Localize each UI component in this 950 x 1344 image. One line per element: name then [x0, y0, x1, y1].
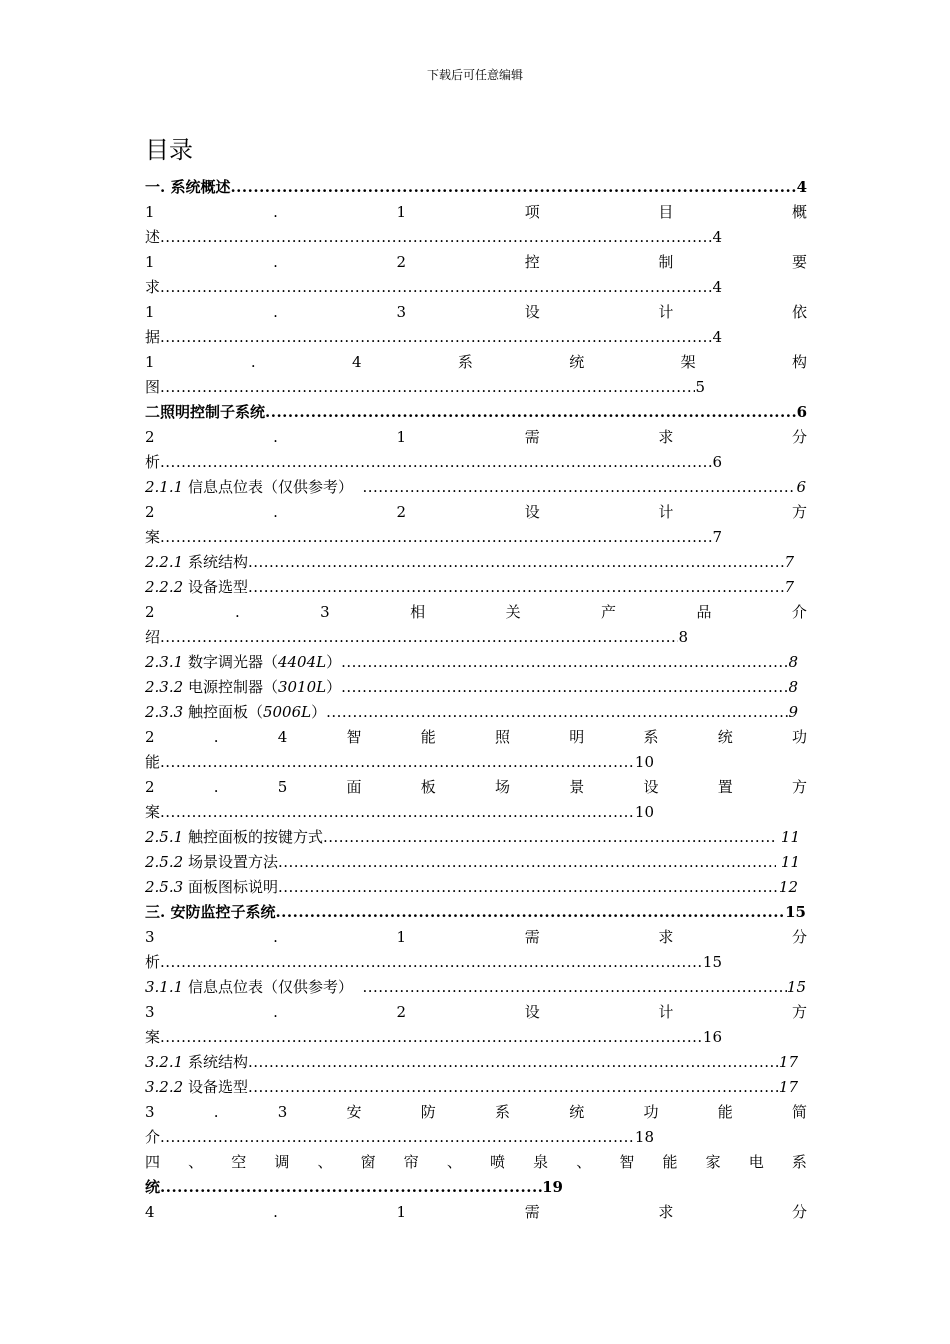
- page-header: 下载后可任意编辑: [426, 68, 523, 82]
- toc-heading-char: 1: [145, 353, 155, 371]
- toc-entry-label: 据: [145, 328, 161, 346]
- toc-entry-number: 2.5.1: [145, 828, 184, 846]
- toc-dot-leader: [326, 700, 788, 725]
- toc-entry-label: 绍: [145, 628, 161, 646]
- toc-dot-leader: [248, 1075, 779, 1100]
- toc-heading-char: 4: [145, 1203, 155, 1221]
- toc-entry[interactable]: [145, 375, 705, 400]
- toc-entry-model: 3010L: [277, 678, 327, 696]
- toc-entry-text: 面板图标说明: [183, 878, 278, 896]
- toc-heading-char: 分: [791, 1203, 807, 1221]
- toc-dot-leader: [160, 225, 712, 250]
- toc-heading-char: 1: [396, 428, 407, 446]
- toc-heading-char: 窗: [360, 1153, 376, 1171]
- toc-heading-char: 2: [145, 603, 155, 621]
- toc-entry-text: 数字调光器（: [183, 653, 278, 671]
- toc-entry-number: 2.1.1: [145, 478, 184, 496]
- toc-heading-char: 依: [791, 303, 807, 321]
- toc-entry-label: 述: [145, 228, 161, 246]
- toc-heading-char: 智: [346, 728, 362, 746]
- toc-entry-number: 2.2.1: [145, 553, 184, 571]
- toc-heading-char: .: [273, 428, 278, 446]
- toc-heading-char: .: [273, 928, 278, 946]
- toc-page-number: 8: [788, 653, 798, 671]
- toc-entry-label: [145, 700, 326, 725]
- toc-entry-text: 信息点位表（仅供参考）: [183, 978, 363, 996]
- toc-dot-leader: [160, 800, 635, 825]
- toc-heading-char: 四: [145, 1153, 161, 1171]
- toc-entry[interactable]: [145, 1025, 722, 1050]
- toc-entry-label: [145, 675, 341, 700]
- toc-entry[interactable]: [145, 525, 722, 550]
- toc-dot-leader: [160, 1175, 542, 1200]
- toc-heading-char: 、: [317, 1153, 333, 1171]
- toc-entry-number: 2.3.3: [145, 703, 184, 721]
- toc-page-number: 16: [702, 1028, 722, 1046]
- toc-heading-char: 场: [495, 778, 511, 796]
- toc-heading-char: 分: [791, 428, 807, 446]
- toc-entry-text: 触控面板的按键方式: [183, 828, 323, 846]
- toc-heading-char: .: [250, 353, 256, 371]
- toc-heading-char: .: [273, 303, 278, 321]
- toc-entry[interactable]: [145, 850, 800, 875]
- toc-dot-leader: [248, 550, 785, 575]
- toc-entry[interactable]: [145, 875, 798, 900]
- toc-heading-char: 设: [524, 1003, 540, 1021]
- toc-heading-char: 需: [524, 1203, 540, 1221]
- toc-heading-char: 统: [717, 728, 733, 746]
- toc-page-number: 4: [712, 328, 722, 346]
- toc-heading-char: 能: [717, 1103, 733, 1121]
- toc-page-number: 17: [778, 1053, 798, 1071]
- toc-entry[interactable]: [145, 700, 798, 725]
- toc-heading-char: 1: [396, 928, 407, 946]
- toc-heading-char: 面: [346, 778, 362, 796]
- toc-heading-char: .: [213, 728, 219, 746]
- toc-entry[interactable]: [145, 825, 800, 850]
- toc-heading-char: 关: [505, 603, 521, 621]
- toc-heading-char: 3: [145, 928, 155, 946]
- toc-heading-char: 相: [410, 603, 426, 621]
- toc-heading-spread: [145, 200, 807, 225]
- toc-entry[interactable]: [145, 1125, 654, 1150]
- toc-entry[interactable]: [145, 275, 722, 300]
- toc-heading-char: 、: [188, 1153, 204, 1171]
- toc-heading-char: 调: [274, 1153, 290, 1171]
- toc-dot-leader: [160, 625, 678, 650]
- toc-entry[interactable]: [145, 1050, 798, 1075]
- toc-entry-text: 场景设置方法: [183, 853, 278, 871]
- toc-heading-char: 板: [420, 778, 436, 796]
- toc-page-number: 11: [776, 828, 800, 846]
- toc-page-number: 15: [785, 903, 806, 921]
- toc-heading-spread: [145, 250, 807, 275]
- toc-page-number: 7: [712, 528, 722, 546]
- toc-entry-label: [145, 975, 362, 1000]
- toc-page-number: 8: [788, 678, 798, 696]
- toc-entry-text: 电源控制器（: [183, 678, 278, 696]
- toc-heading-char: 3: [320, 603, 330, 621]
- toc-heading-char: 3: [396, 303, 407, 321]
- toc-heading-char: 系: [643, 728, 659, 746]
- toc-entry-number: 3.2.1: [145, 1053, 184, 1071]
- toc-heading-char: 防: [420, 1103, 436, 1121]
- toc-dot-leader: [278, 850, 776, 875]
- toc-heading-char: 2: [145, 728, 155, 746]
- toc-entry-number: 2.2.2: [145, 578, 184, 596]
- toc-entry[interactable]: [145, 325, 722, 350]
- toc-entry[interactable]: [145, 400, 807, 425]
- toc-entry-number: 3.1.1: [145, 978, 184, 996]
- toc-page-number: 8: [678, 628, 688, 646]
- toc-entry-number: 2.3.2: [145, 678, 184, 696]
- toc-entry-text: 设备选型: [183, 1078, 248, 1096]
- toc-entry-label: [145, 825, 323, 850]
- toc-entry-text: 触控面板（: [183, 703, 263, 721]
- toc-entry-text-suffix: ）: [311, 703, 327, 721]
- toc-entry-text: 信息点位表（仅供参考）: [183, 478, 363, 496]
- toc-dot-leader: [230, 175, 796, 200]
- toc-entry-label: [145, 650, 341, 675]
- toc-heading-char: .: [273, 253, 278, 271]
- toc-dot-leader: [160, 1125, 635, 1150]
- toc-page-number: 12: [778, 878, 798, 896]
- toc-heading-spread: [145, 725, 807, 750]
- toc-dot-leader: [362, 475, 796, 500]
- toc-entry-number: 3.2.2: [145, 1078, 184, 1096]
- toc-heading-char: 设: [643, 778, 659, 796]
- toc-heading-char: .: [234, 603, 240, 621]
- toc-entry-label: [145, 1075, 248, 1100]
- toc-heading-char: 照: [495, 728, 511, 746]
- toc-entry[interactable]: [145, 650, 798, 675]
- toc-dot-leader: [160, 525, 712, 550]
- toc-heading-char: 1: [145, 303, 155, 321]
- toc-dot-leader: [160, 450, 712, 475]
- toc-heading-char: 控: [524, 253, 540, 271]
- toc-heading-char: 分: [791, 928, 807, 946]
- toc-heading-char: 系: [791, 1153, 807, 1171]
- toc-heading-char: 功: [791, 728, 807, 746]
- toc-heading-char: 计: [658, 1003, 674, 1021]
- toc-heading-char: 方: [791, 503, 807, 521]
- toc-heading-spread: [145, 1150, 807, 1175]
- toc-entry-text-suffix: ）: [326, 653, 342, 671]
- toc-entry-model: 4404L: [277, 653, 327, 671]
- toc-heading-spread: [145, 500, 807, 525]
- toc-heading-char: .: [213, 1103, 219, 1121]
- toc-entry-number: 2.5.2: [145, 853, 184, 871]
- toc-page-number: 15: [786, 978, 806, 996]
- toc-heading-char: 目: [658, 203, 674, 221]
- toc-heading-char: 4: [352, 353, 362, 371]
- toc-heading-char: 电: [748, 1153, 764, 1171]
- toc-heading-char: .: [273, 503, 278, 521]
- table-of-contents: [145, 175, 807, 1225]
- toc-entry-label: 图: [145, 378, 161, 396]
- toc-heading-char: 产: [601, 603, 617, 621]
- toc-entry-label: [145, 1050, 248, 1075]
- toc-entry[interactable]: [145, 175, 807, 200]
- toc-heading-char: 方: [791, 778, 807, 796]
- toc-heading-char: 1: [145, 253, 155, 271]
- toc-entry[interactable]: [145, 625, 688, 650]
- toc-heading-spread: [145, 1100, 807, 1125]
- toc-heading-char: 3: [145, 1103, 155, 1121]
- toc-dot-leader: [160, 1025, 703, 1050]
- toc-heading-char: 2: [396, 503, 407, 521]
- toc-entry-text: 系统结构: [183, 553, 248, 571]
- toc-entry[interactable]: [145, 550, 794, 575]
- toc-heading-char: 计: [658, 503, 674, 521]
- toc-heading-char: 系: [495, 1103, 511, 1121]
- toc-page-number: 5: [695, 378, 705, 396]
- toc-page-number: 17: [778, 1078, 798, 1096]
- toc-heading-char: 简: [791, 1103, 807, 1121]
- toc-dot-leader: [160, 275, 712, 300]
- toc-dot-leader: [341, 650, 788, 675]
- toc-entry-label: 析: [145, 953, 161, 971]
- toc-heading-spread: [145, 925, 807, 950]
- toc-heading-char: .: [273, 1003, 278, 1021]
- toc-entry-label: 统: [145, 1178, 161, 1196]
- toc-entry-text: 系统结构: [183, 1053, 248, 1071]
- toc-heading-char: 3: [145, 1003, 155, 1021]
- toc-heading-char: 设: [524, 503, 540, 521]
- toc-heading-char: 家: [705, 1153, 721, 1171]
- toc-heading-spread: [145, 300, 807, 325]
- toc-dot-leader: [278, 875, 779, 900]
- toc-heading-char: 需: [524, 428, 540, 446]
- toc-entry[interactable]: [145, 575, 794, 600]
- toc-heading-char: 计: [658, 303, 674, 321]
- toc-heading-char: 、: [446, 1153, 462, 1171]
- toc-entry-text: 设备选型: [183, 578, 248, 596]
- toc-page-number: 11: [776, 853, 800, 871]
- toc-heading-spread: [145, 1200, 807, 1225]
- toc-page-number: 4: [712, 278, 722, 296]
- toc-heading-char: 帘: [403, 1153, 419, 1171]
- toc-dot-leader: [265, 400, 797, 425]
- toc-page-number: 4: [796, 178, 807, 196]
- toc-page-number: 7: [784, 553, 794, 571]
- toc-dot-leader: [248, 575, 785, 600]
- toc-heading-char: 1: [396, 203, 407, 221]
- toc-dot-leader: [160, 375, 695, 400]
- toc-heading-char: 明: [569, 728, 585, 746]
- toc-entry-label: 介: [145, 1128, 161, 1146]
- toc-page-number: 6: [796, 403, 807, 421]
- toc-heading-spread: [145, 1000, 807, 1025]
- toc-heading-char: 系: [457, 353, 473, 371]
- toc-page-number: 9: [788, 703, 798, 721]
- toc-heading-char: 空: [231, 1153, 247, 1171]
- toc-entry-label: 一. 系统概述: [145, 178, 231, 196]
- toc-entry-label: 案: [145, 528, 161, 546]
- toc-entry-label: [145, 850, 278, 875]
- toc-heading-char: 泉: [533, 1153, 549, 1171]
- toc-heading-char: 品: [696, 603, 712, 621]
- toc-page-number: 10: [634, 803, 654, 821]
- toc-heading-char: .: [273, 203, 278, 221]
- toc-entry-label: [145, 475, 362, 500]
- toc-dot-leader: [341, 675, 788, 700]
- toc-dot-leader: [323, 825, 776, 850]
- toc-page-number: 4: [712, 228, 722, 246]
- toc-heading-char: 介: [791, 603, 807, 621]
- toc-heading-char: 智: [619, 1153, 635, 1171]
- toc-page-number: 15: [702, 953, 722, 971]
- toc-heading-char: .: [273, 1203, 278, 1221]
- toc-entry[interactable]: [145, 225, 722, 250]
- toc-entry-label: 析: [145, 453, 161, 471]
- toc-heading-char: 2: [396, 253, 407, 271]
- toc-heading-char: 求: [658, 1203, 674, 1221]
- toc-heading-char: 2: [145, 428, 155, 446]
- toc-heading-char: 概: [791, 203, 807, 221]
- toc-dot-leader: [248, 1050, 779, 1075]
- toc-heading-char: 构: [791, 353, 807, 371]
- toc-page-number: 18: [634, 1128, 654, 1146]
- toc-entry-label: 二照明控制子系统: [145, 403, 266, 421]
- toc-entry[interactable]: [145, 975, 806, 1000]
- toc-heading-char: 置: [717, 778, 733, 796]
- toc-heading-char: 求: [658, 928, 674, 946]
- toc-dot-leader: [275, 900, 785, 925]
- toc-heading-char: 2: [396, 1003, 407, 1021]
- toc-page-number: 7: [784, 578, 794, 596]
- toc-entry[interactable]: [145, 950, 722, 975]
- toc-entry-label: 能: [145, 753, 161, 771]
- toc-entry-number: 2.3.1: [145, 653, 184, 671]
- toc-entry-label: 三. 安防监控子系统: [145, 903, 276, 921]
- toc-heading-char: 3: [277, 1103, 288, 1121]
- toc-entry[interactable]: [145, 450, 722, 475]
- toc-heading-char: 能: [420, 728, 436, 746]
- toc-entry-number: 2.5.3: [145, 878, 184, 896]
- toc-heading-spread: [145, 775, 807, 800]
- toc-entry[interactable]: [145, 475, 806, 500]
- toc-heading-char: 统: [569, 1103, 585, 1121]
- toc-heading-char: 2: [145, 778, 155, 796]
- toc-dot-leader: [160, 750, 635, 775]
- toc-heading-char: 需: [524, 928, 540, 946]
- toc-title: 目录: [145, 136, 193, 164]
- toc-heading-char: 方: [791, 1003, 807, 1021]
- toc-heading-char: 1: [145, 203, 155, 221]
- toc-entry-label: 案: [145, 1028, 161, 1046]
- toc-heading-char: 景: [569, 778, 585, 796]
- toc-entry-label: [145, 550, 248, 575]
- toc-heading-char: 项: [524, 203, 540, 221]
- toc-heading-char: 喷: [490, 1153, 506, 1171]
- toc-page-number: 6: [796, 478, 806, 496]
- toc-heading-char: 5: [277, 778, 288, 796]
- toc-heading-char: 统: [569, 353, 585, 371]
- toc-entry[interactable]: [145, 1075, 798, 1100]
- toc-heading-char: 安: [346, 1103, 362, 1121]
- toc-entry-label: 求: [145, 278, 161, 296]
- toc-entry[interactable]: [145, 675, 798, 700]
- toc-dot-leader: [160, 325, 712, 350]
- toc-heading-char: 2: [145, 503, 155, 521]
- toc-heading-char: 架: [680, 353, 696, 371]
- toc-heading-char: 设: [524, 303, 540, 321]
- toc-heading-char: .: [213, 778, 219, 796]
- toc-heading-char: 1: [396, 1203, 407, 1221]
- toc-entry-text-suffix: ）: [326, 678, 342, 696]
- toc-entry-label: 案: [145, 803, 161, 821]
- toc-entry-label: [145, 575, 248, 600]
- toc-heading-spread: [145, 350, 807, 375]
- toc-entry-label: [145, 875, 278, 900]
- toc-heading-char: 制: [658, 253, 674, 271]
- toc-entry[interactable]: [145, 1175, 563, 1200]
- toc-heading-char: 求: [658, 428, 674, 446]
- toc-dot-leader: [362, 975, 786, 1000]
- toc-entry[interactable]: [145, 800, 654, 825]
- toc-entry[interactable]: [145, 750, 654, 775]
- toc-heading-spread: [145, 600, 807, 625]
- toc-dot-leader: [160, 950, 703, 975]
- toc-heading-char: 4: [277, 728, 288, 746]
- toc-page-number: 6: [712, 453, 722, 471]
- toc-entry-model: 5006L: [262, 703, 312, 721]
- toc-heading-char: 要: [791, 253, 807, 271]
- toc-heading-spread: [145, 425, 807, 450]
- toc-page-number: 10: [634, 753, 654, 771]
- toc-heading-char: 、: [576, 1153, 592, 1171]
- toc-heading-char: 能: [662, 1153, 678, 1171]
- toc-page-number: 19: [542, 1178, 563, 1196]
- toc-entry[interactable]: [145, 900, 806, 925]
- toc-heading-char: 功: [643, 1103, 659, 1121]
